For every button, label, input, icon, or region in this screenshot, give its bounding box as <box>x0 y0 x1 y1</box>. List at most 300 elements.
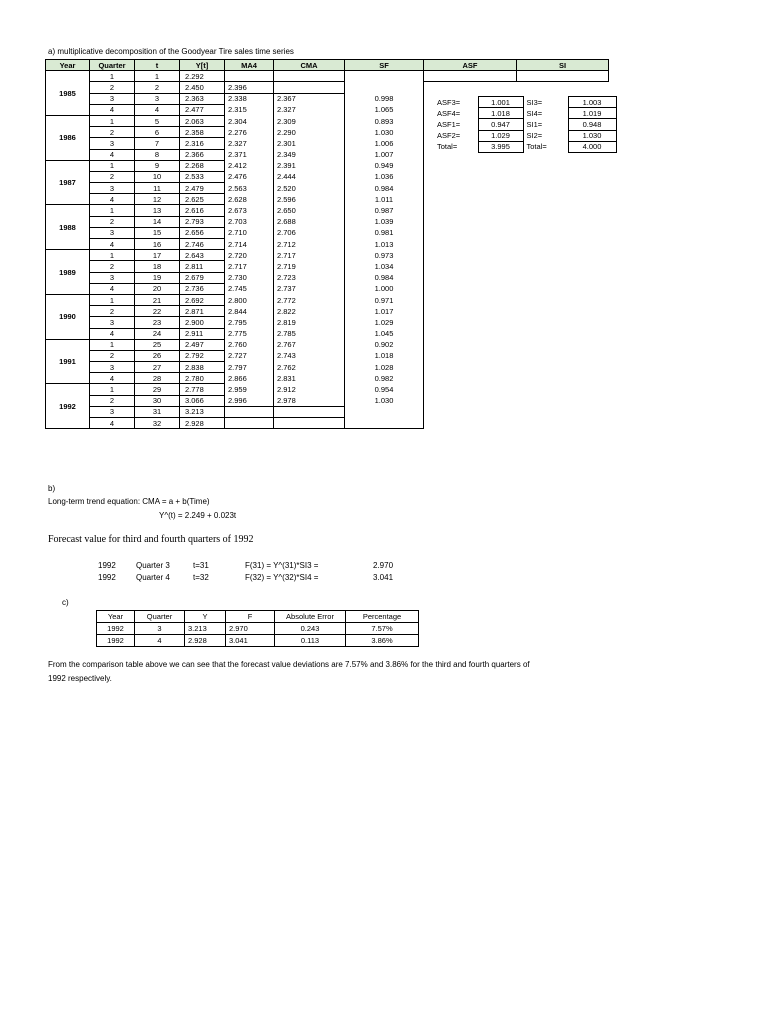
comparison-cell: 1992 <box>97 635 135 647</box>
y-cell: 2.616 <box>180 205 225 216</box>
ma4-cell: 2.327 <box>225 138 274 149</box>
t-cell: 25 <box>135 339 180 350</box>
ma4-cell: 2.727 <box>225 350 274 361</box>
comparison-header-cell: Year <box>97 611 135 623</box>
asf-value: 3.995 <box>478 141 523 152</box>
si-label: SI2= <box>526 131 543 141</box>
table-row <box>46 328 609 339</box>
si-label: SI3= <box>526 97 543 107</box>
quarter-cell: 1 <box>90 205 135 216</box>
table-row <box>46 350 609 361</box>
y-cell: 3.066 <box>180 395 225 406</box>
sf-cell: 0.984 <box>345 183 424 194</box>
si-value: 4.000 <box>568 141 616 152</box>
table-row <box>46 261 609 272</box>
si-area-cell <box>517 171 609 182</box>
asf-row <box>434 108 616 119</box>
si-area-cell <box>517 183 609 194</box>
sf-cell: 1.034 <box>345 261 424 272</box>
t-cell: 3 <box>135 93 180 104</box>
ma4-cell: 2.476 <box>225 171 274 182</box>
asf-area-cell <box>424 227 517 238</box>
y-cell: 2.792 <box>180 350 225 361</box>
cma-cell: 2.831 <box>274 373 345 384</box>
y-cell: 2.780 <box>180 373 225 384</box>
cma-cell <box>274 418 345 429</box>
conclusion-line-1: From the comparison table above we can see that the forecast value deviations are 7.57% and 3.86% for the third and fourth quarters of <box>48 660 530 669</box>
quarter-cell: 3 <box>90 183 135 194</box>
cma-cell: 2.706 <box>274 227 345 238</box>
ma4-cell: 2.371 <box>225 149 274 160</box>
si-area-cell <box>517 227 609 238</box>
quarter-cell: 4 <box>90 418 135 429</box>
comparison-cell: 3.86% <box>346 635 419 647</box>
cma-cell: 2.301 <box>274 138 345 149</box>
col-header-quarter: Quarter <box>90 60 135 71</box>
col-header-asf: ASF <box>424 60 517 71</box>
y-cell: 2.911 <box>180 328 225 339</box>
t-cell: 9 <box>135 160 180 171</box>
quarter-cell: 1 <box>90 115 135 126</box>
y-cell: 2.533 <box>180 171 225 182</box>
table-row <box>46 406 609 417</box>
si-area-cell <box>517 406 609 417</box>
comparison-cell: 3 <box>135 623 185 635</box>
col-header-sf: SF <box>345 60 424 71</box>
quarter-cell: 1 <box>90 339 135 350</box>
ma4-cell: 2.730 <box>225 272 274 283</box>
asf-area-cell <box>424 406 517 417</box>
table-row <box>46 183 609 194</box>
quarter-cell: 2 <box>90 127 135 138</box>
ma4-cell <box>225 418 274 429</box>
ma4-cell: 2.996 <box>225 395 274 406</box>
quarter-cell: 2 <box>90 216 135 227</box>
y-cell: 2.268 <box>180 160 225 171</box>
comparison-header-row <box>97 611 419 623</box>
cma-cell <box>274 71 345 82</box>
t-cell: 4 <box>135 104 180 115</box>
table-row <box>46 373 609 384</box>
comparison-header-cell: Quarter <box>135 611 185 623</box>
comparison-header-cell: F <box>226 611 275 623</box>
cma-cell: 2.290 <box>274 127 345 138</box>
cma-cell: 2.762 <box>274 362 345 373</box>
asf-area-cell <box>424 306 517 317</box>
t-cell: 6 <box>135 127 180 138</box>
col-header-y: Y[t] <box>180 60 225 71</box>
cma-cell <box>274 82 345 93</box>
y-cell: 2.838 <box>180 362 225 373</box>
cma-cell: 2.712 <box>274 239 345 250</box>
asf-value: 1.018 <box>478 108 523 119</box>
sf-cell: 1.007 <box>345 149 424 160</box>
ma4-cell: 2.844 <box>225 306 274 317</box>
forecast-quarter: Quarter 3 <box>136 561 170 570</box>
y-cell: 2.358 <box>180 127 225 138</box>
forecast-t: t=31 <box>193 561 209 570</box>
sf-cell: 1.036 <box>345 171 424 182</box>
cma-cell: 2.327 <box>274 104 345 115</box>
si-area-cell <box>517 272 609 283</box>
sf-cell: 0.971 <box>345 294 424 305</box>
sf-cell: 1.006 <box>345 138 424 149</box>
comparison-cell: 4 <box>135 635 185 647</box>
t-cell: 8 <box>135 149 180 160</box>
y-cell: 2.656 <box>180 227 225 238</box>
col-header-cma: CMA <box>274 60 345 71</box>
si-area-cell <box>517 216 609 227</box>
cma-cell: 2.912 <box>274 384 345 395</box>
y-cell: 2.363 <box>180 93 225 104</box>
y-cell: 2.643 <box>180 250 225 261</box>
quarter-cell: 4 <box>90 328 135 339</box>
forecast-year: 1992 <box>98 561 116 570</box>
asf-area-cell <box>424 294 517 305</box>
cma-cell: 2.688 <box>274 216 345 227</box>
ma4-cell: 2.775 <box>225 328 274 339</box>
part-a-title: a) multiplicative decomposition of the Goodyear Tire sales time series <box>48 47 294 56</box>
y-cell: 2.871 <box>180 306 225 317</box>
comparison-cell: 2.970 <box>226 623 275 635</box>
sf-cell: 1.000 <box>345 283 424 294</box>
table-row <box>46 216 609 227</box>
cma-cell: 2.822 <box>274 306 345 317</box>
asf-row <box>434 119 616 130</box>
asf-value: 0.947 <box>478 119 523 130</box>
t-cell: 20 <box>135 283 180 294</box>
ma4-cell: 2.959 <box>225 384 274 395</box>
t-cell: 14 <box>135 216 180 227</box>
table-row <box>46 71 609 82</box>
comparison-cell: 3.213 <box>185 623 226 635</box>
si-area-cell <box>517 71 609 82</box>
y-cell: 3.213 <box>180 406 225 417</box>
ma4-cell: 2.710 <box>225 227 274 238</box>
table-row <box>46 239 609 250</box>
t-cell: 19 <box>135 272 180 283</box>
table-row <box>46 306 609 317</box>
ma4-cell: 2.800 <box>225 294 274 305</box>
asf-row <box>434 130 616 141</box>
quarter-cell: 4 <box>90 194 135 205</box>
t-cell: 13 <box>135 205 180 216</box>
sf-cell: 1.065 <box>345 104 424 115</box>
ma4-cell: 2.760 <box>225 339 274 350</box>
quarter-cell: 4 <box>90 373 135 384</box>
col-header-si: SI <box>517 60 609 71</box>
table-row <box>46 283 609 294</box>
y-cell: 2.692 <box>180 294 225 305</box>
quarter-cell: 3 <box>90 93 135 104</box>
si-area-cell <box>517 418 609 429</box>
cma-cell: 2.719 <box>274 261 345 272</box>
si-area-cell <box>517 205 609 216</box>
table-row <box>46 339 609 350</box>
asf-area-cell <box>424 183 517 194</box>
asf-area-cell <box>424 171 517 182</box>
y-cell: 2.497 <box>180 339 225 350</box>
table-row <box>46 82 609 93</box>
cma-cell: 2.367 <box>274 93 345 104</box>
comparison-cell: 1992 <box>97 623 135 635</box>
y-cell: 2.928 <box>180 418 225 429</box>
ma4-cell: 2.745 <box>225 283 274 294</box>
year-cell: 1985 <box>46 71 90 116</box>
col-header-t: t <box>135 60 180 71</box>
t-cell: 31 <box>135 406 180 417</box>
quarter-cell: 2 <box>90 350 135 361</box>
table-row <box>46 250 609 261</box>
year-cell: 1989 <box>46 250 90 295</box>
asf-value: 1.029 <box>478 130 523 141</box>
asf-area-cell <box>424 339 517 350</box>
asf-area-cell <box>424 362 517 373</box>
asf-si-table <box>434 96 617 153</box>
cma-cell: 2.444 <box>274 171 345 182</box>
si-area-cell <box>517 283 609 294</box>
sf-cell: 0.949 <box>345 160 424 171</box>
asf-area-cell <box>424 194 517 205</box>
sf-cell: 0.954 <box>345 384 424 395</box>
col-header-year: Year <box>46 60 90 71</box>
si-area-cell <box>517 373 609 384</box>
quarter-cell: 2 <box>90 171 135 182</box>
cma-cell: 2.767 <box>274 339 345 350</box>
quarter-cell: 1 <box>90 384 135 395</box>
t-cell: 32 <box>135 418 180 429</box>
si-value: 1.030 <box>568 130 616 141</box>
comparison-cell: 7.57% <box>346 623 419 635</box>
sf-cell: 0.984 <box>345 272 424 283</box>
asf-label: Total= <box>437 142 458 152</box>
asf-area-cell <box>424 418 517 429</box>
sf-cell: 1.013 <box>345 239 424 250</box>
si-value: 1.019 <box>568 108 616 119</box>
t-cell: 18 <box>135 261 180 272</box>
quarter-cell: 2 <box>90 82 135 93</box>
year-cell: 1992 <box>46 384 90 429</box>
y-cell: 2.778 <box>180 384 225 395</box>
si-value: 0.948 <box>568 119 616 130</box>
y-cell: 2.316 <box>180 138 225 149</box>
comparison-cell: 3.041 <box>226 635 275 647</box>
part-b-label: b) <box>48 484 56 493</box>
ma4-cell: 2.338 <box>225 93 274 104</box>
t-cell: 5 <box>135 115 180 126</box>
table-row <box>46 362 609 373</box>
t-cell: 12 <box>135 194 180 205</box>
quarter-cell: 1 <box>90 250 135 261</box>
t-cell: 26 <box>135 350 180 361</box>
sf-cell: 1.017 <box>345 306 424 317</box>
comparison-table <box>96 610 419 647</box>
y-cell: 2.292 <box>180 71 225 82</box>
year-cell: 1987 <box>46 160 90 205</box>
fitted-equation: Y^(t) = 2.249 + 0.023t <box>159 511 237 520</box>
cma-cell: 2.520 <box>274 183 345 194</box>
asf-area-cell <box>424 160 517 171</box>
quarter-cell: 1 <box>90 160 135 171</box>
cma-cell: 2.737 <box>274 283 345 294</box>
t-cell: 27 <box>135 362 180 373</box>
cma-cell: 2.723 <box>274 272 345 283</box>
ma4-cell: 2.315 <box>225 104 274 115</box>
asf-area-cell <box>424 71 517 82</box>
asf-area-cell <box>424 261 517 272</box>
comparison-cell: 0.243 <box>275 623 346 635</box>
table-header-row <box>46 60 609 71</box>
t-cell: 10 <box>135 171 180 182</box>
year-cell: 1986 <box>46 115 90 160</box>
quarter-cell: 2 <box>90 306 135 317</box>
quarter-cell: 4 <box>90 149 135 160</box>
sf-cell: 1.029 <box>345 317 424 328</box>
asf-label: ASF1= <box>437 119 461 129</box>
ma4-cell: 2.703 <box>225 216 274 227</box>
year-cell: 1990 <box>46 294 90 339</box>
y-cell: 2.811 <box>180 261 225 272</box>
y-cell: 2.450 <box>180 82 225 93</box>
quarter-cell: 2 <box>90 261 135 272</box>
sf-cell: 0.973 <box>345 250 424 261</box>
asf-area-cell <box>424 82 517 93</box>
sf-cell: 1.030 <box>345 127 424 138</box>
quarter-cell: 1 <box>90 294 135 305</box>
sf-cell <box>345 418 424 429</box>
table-row <box>46 272 609 283</box>
sf-cell <box>345 71 424 82</box>
ma4-cell: 2.797 <box>225 362 274 373</box>
quarter-cell: 1 <box>90 71 135 82</box>
ma4-cell: 2.795 <box>225 317 274 328</box>
si-label: SI1= <box>526 119 543 129</box>
asf-area-cell <box>424 216 517 227</box>
table-row <box>46 160 609 171</box>
y-cell: 2.479 <box>180 183 225 194</box>
cma-cell: 2.349 <box>274 149 345 160</box>
conclusion-line-2: 1992 respectively. <box>48 674 112 683</box>
ma4-cell: 2.628 <box>225 194 274 205</box>
y-cell: 2.679 <box>180 272 225 283</box>
forecast-year: 1992 <box>98 573 116 582</box>
ma4-cell: 2.276 <box>225 127 274 138</box>
forecast-heading: Forecast value for third and fourth quarters of 1992 <box>48 534 254 545</box>
y-cell: 2.625 <box>180 194 225 205</box>
t-cell: 24 <box>135 328 180 339</box>
table-row <box>46 205 609 216</box>
trend-equation: Long-term trend equation: CMA = a + b(Time) <box>48 497 210 506</box>
quarter-cell: 4 <box>90 104 135 115</box>
sf-cell: 1.028 <box>345 362 424 373</box>
asf-area-cell <box>424 272 517 283</box>
si-area-cell <box>517 328 609 339</box>
asf-area-cell <box>424 395 517 406</box>
si-label: SI4= <box>526 108 543 118</box>
asf-area-cell <box>424 283 517 294</box>
asf-label: ASF3= <box>437 97 461 107</box>
forecast-value: 2.970 <box>373 561 394 570</box>
si-area-cell <box>517 250 609 261</box>
cma-cell <box>274 406 345 417</box>
sf-cell: 1.039 <box>345 216 424 227</box>
forecast-formula: F(31) = Y^(31)*SI3 = <box>245 561 319 570</box>
cma-cell: 2.978 <box>274 395 345 406</box>
forecast-formula: F(32) = Y^(32)*SI4 = <box>245 573 319 582</box>
cma-cell: 2.772 <box>274 294 345 305</box>
y-cell: 2.746 <box>180 239 225 250</box>
asf-area-cell <box>424 350 517 361</box>
sf-cell: 0.987 <box>345 205 424 216</box>
sf-cell: 0.893 <box>345 115 424 126</box>
cma-cell: 2.743 <box>274 350 345 361</box>
y-cell: 2.366 <box>180 149 225 160</box>
cma-cell: 2.596 <box>274 194 345 205</box>
quarter-cell: 4 <box>90 239 135 250</box>
sf-cell: 1.030 <box>345 395 424 406</box>
ma4-cell: 2.866 <box>225 373 274 384</box>
ma4-cell: 2.304 <box>225 115 274 126</box>
ma4-cell: 2.714 <box>225 239 274 250</box>
table-row <box>46 294 609 305</box>
asf-value: 1.001 <box>478 97 523 108</box>
quarter-cell: 3 <box>90 272 135 283</box>
cma-cell: 2.309 <box>274 115 345 126</box>
asf-area-cell <box>424 205 517 216</box>
asf-area-cell <box>424 384 517 395</box>
comparison-header-cell: Percentage <box>346 611 419 623</box>
comparison-header-cell: Y <box>185 611 226 623</box>
quarter-cell: 3 <box>90 227 135 238</box>
ma4-cell: 2.717 <box>225 261 274 272</box>
table-row <box>46 227 609 238</box>
sf-cell: 1.045 <box>345 328 424 339</box>
table-row <box>46 395 609 406</box>
t-cell: 21 <box>135 294 180 305</box>
asf-row <box>434 141 616 152</box>
table-row <box>46 194 609 205</box>
si-area-cell <box>517 239 609 250</box>
table-row <box>46 317 609 328</box>
col-header-ma4: MA4 <box>225 60 274 71</box>
asf-area-cell <box>424 373 517 384</box>
ma4-cell <box>225 406 274 417</box>
quarter-cell: 3 <box>90 406 135 417</box>
cma-cell: 2.650 <box>274 205 345 216</box>
asf-label: ASF4= <box>437 108 461 118</box>
comparison-row <box>97 623 419 635</box>
t-cell: 23 <box>135 317 180 328</box>
ma4-cell: 2.673 <box>225 205 274 216</box>
quarter-cell: 3 <box>90 317 135 328</box>
forecast-t: t=32 <box>193 573 209 582</box>
asf-area-cell <box>424 239 517 250</box>
ma4-cell: 2.396 <box>225 82 274 93</box>
t-cell: 28 <box>135 373 180 384</box>
ma4-cell: 2.412 <box>225 160 274 171</box>
sf-cell: 0.981 <box>345 227 424 238</box>
y-cell: 2.900 <box>180 317 225 328</box>
cma-cell: 2.717 <box>274 250 345 261</box>
asf-row <box>434 97 616 108</box>
si-area-cell <box>517 306 609 317</box>
si-area-cell <box>517 294 609 305</box>
si-area-cell <box>517 194 609 205</box>
si-area-cell <box>517 82 609 93</box>
t-cell: 17 <box>135 250 180 261</box>
part-c-label: c) <box>62 598 69 607</box>
si-area-cell <box>517 384 609 395</box>
